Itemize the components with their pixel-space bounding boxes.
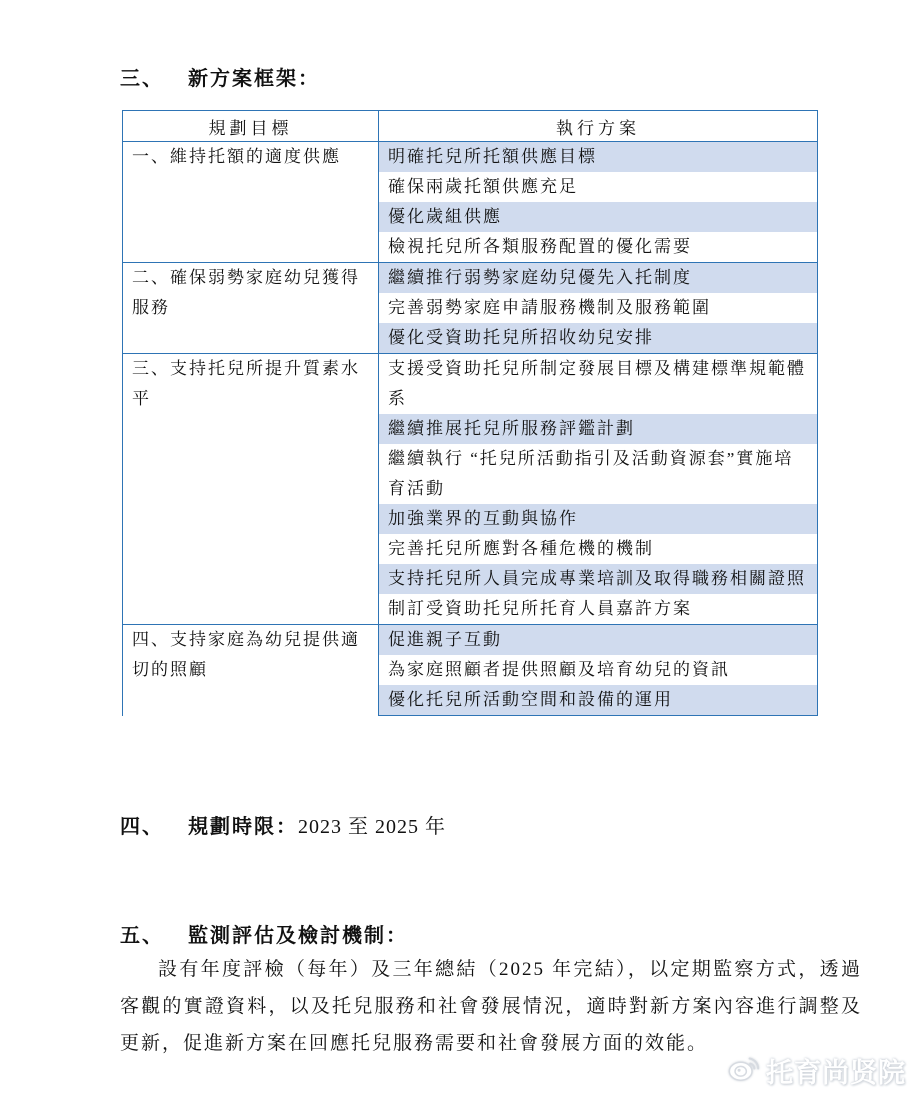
- section-5-title: 監測評估及檢討機制：: [188, 925, 408, 947]
- monitoring-paragraph: 設有年度評檢（每年）及三年總結（2025 年完結），以定期監察方式，透過客觀的實證資料，以及托兒服務和社會發展情況，適時對新方案內容進行調整及更新，促進新方案在回應托兒服務需要和社會發展方面的效能。: [120, 959, 862, 1054]
- section-4-label: 規劃時限：: [188, 816, 298, 838]
- goal-cell: 四、支持家庭為幼兒提供適切的照顧: [123, 625, 379, 716]
- column-header-goal: 規劃目標: [123, 111, 379, 142]
- action-cell: 繼續推行弱勢家庭幼兒優先入托制度: [379, 263, 818, 294]
- action-cell: 支援受資助托兒所制定發展目標及構建標準規範體系: [379, 354, 818, 415]
- section-5-heading: [120, 919, 408, 948]
- goal-cell: 一、維持托額的適度供應: [123, 142, 379, 263]
- table-row: [123, 263, 818, 294]
- section-3-number: 三、: [120, 68, 164, 90]
- action-cell: 完善弱勢家庭申請服務機制及服務範圍: [379, 293, 818, 323]
- watermark: [727, 1050, 906, 1091]
- weibo-icon: [727, 1050, 761, 1091]
- action-cell: 優化受資助托兒所招收幼兒安排: [379, 323, 818, 354]
- action-cell: 檢視托兒所各類服務配置的優化需要: [379, 232, 818, 263]
- action-cell: 優化托兒所活動空間和設備的運用: [379, 685, 818, 716]
- table-row: [123, 354, 818, 415]
- section-4-heading: [120, 810, 446, 839]
- table-row: [123, 142, 818, 173]
- action-cell: 促進親子互動: [379, 625, 818, 656]
- section-4-number: 四、: [120, 816, 164, 838]
- action-cell: 完善托兒所應對各種危機的機制: [379, 534, 818, 564]
- section-3-heading: [120, 62, 320, 91]
- framework-table: [122, 110, 818, 716]
- section-3-title: 新方案框架：: [188, 68, 320, 90]
- goal-cell: 二、確保弱勢家庭幼兒獲得服務: [123, 263, 379, 354]
- section-5-number: 五、: [120, 925, 164, 947]
- table-row: [123, 625, 818, 656]
- column-header-action: 執行方案: [379, 111, 818, 142]
- section-4-value: 2023 至 2025 年: [298, 816, 446, 838]
- action-cell: 優化歲組供應: [379, 202, 818, 232]
- watermark-text: 托育尚贤院: [766, 1058, 906, 1088]
- action-cell: 制訂受資助托兒所托育人員嘉許方案: [379, 594, 818, 625]
- action-cell: 明確托兒所托額供應目標: [379, 142, 818, 173]
- action-cell: 繼續執行 “托兒所活動指引及活動資源套”實施培育活動: [379, 444, 818, 504]
- action-cell: 確保兩歲托額供應充足: [379, 172, 818, 202]
- action-cell: 支持托兒所人員完成專業培訓及取得職務相關證照: [379, 564, 818, 594]
- table-header-row: [123, 111, 818, 142]
- action-cell: 繼續推展托兒所服務評鑑計劃: [379, 414, 818, 444]
- goal-cell: 三、支持托兒所提升質素水平: [123, 354, 379, 625]
- action-cell: 為家庭照顧者提供照顧及培育幼兒的資訊: [379, 655, 818, 685]
- action-cell: 加強業界的互動與協作: [379, 504, 818, 534]
